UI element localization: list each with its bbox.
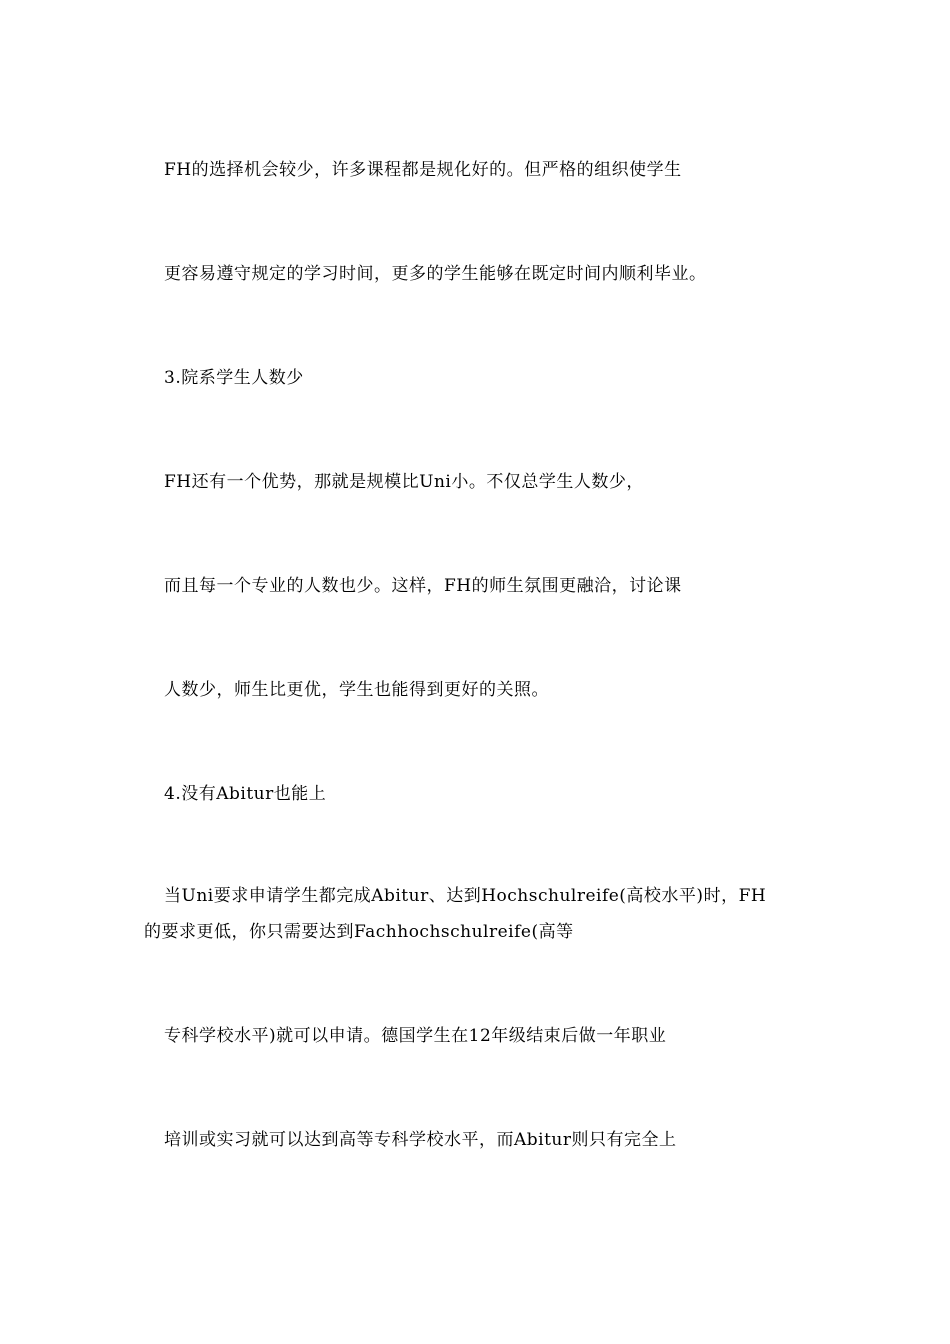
paragraph-line: 当Uni要求申请学生都完成Abitur、达到Hochschulreife(高校水平)时，FH: [164, 886, 767, 906]
paragraph-line: 的要求更低，你只需要达到Fachhochschulreife(高等: [144, 922, 574, 942]
paragraph-line: 而且每一个专业的人数也少。这样，FH的师生氛围更融洽，讨论课: [164, 576, 682, 596]
paragraph-line: 培训或实习就可以达到高等专科学校水平，而Abitur则只有完全上: [164, 1130, 677, 1150]
paragraph-line: 人数少，师生比更优，学生也能得到更好的关照。: [164, 680, 549, 700]
paragraph-line: 专科学校水平)就可以申请。德国学生在12年级结束后做一年职业: [164, 1026, 667, 1046]
section-heading: 3.院系学生人数少: [164, 368, 304, 388]
paragraph-line: FH还有一个优势，那就是规模比Uni小。不仅总学生人数少，: [164, 472, 644, 492]
paragraph-line: FH的选择机会较少，许多课程都是规化好的。但严格的组织使学生: [164, 160, 682, 180]
section-heading: 4.没有Abitur也能上: [164, 784, 327, 804]
paragraph-line: 更容易遵守规定的学习时间，更多的学生能够在既定时间内顺利毕业。: [164, 264, 707, 284]
